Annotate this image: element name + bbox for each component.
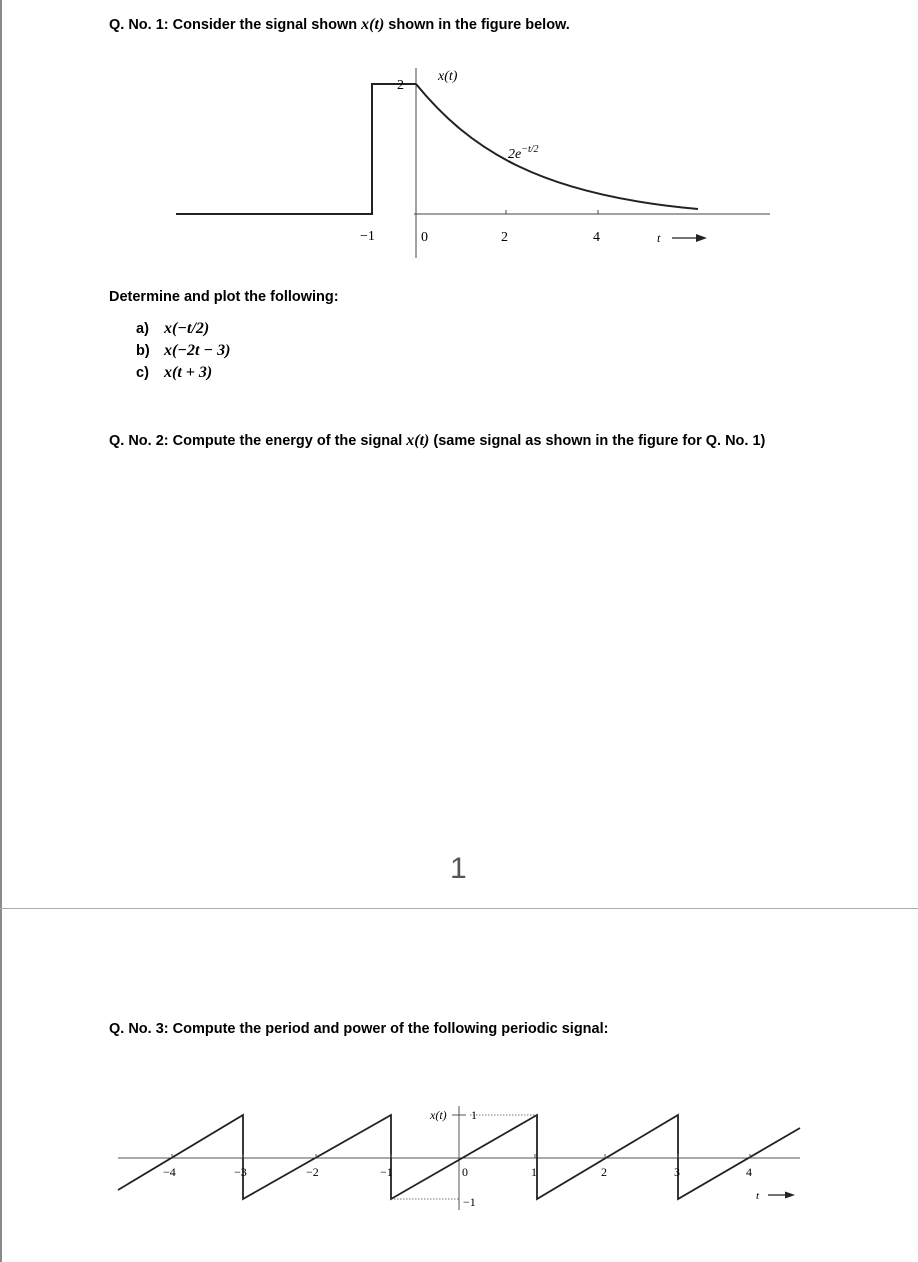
fig3-tick-3: 3: [674, 1165, 680, 1179]
figure-3-sawtooth-plot: [0, 1100, 918, 1230]
fig3-arrow-icon: [785, 1192, 795, 1199]
fig3-level-high: 1: [471, 1108, 477, 1122]
fig1-signal-decay: [416, 84, 698, 209]
fig3-axis-var: t: [756, 1190, 760, 1202]
fig1-axis-var: t: [657, 231, 661, 245]
determine-heading: Determine and plot the following:: [109, 289, 339, 305]
fig3-tick-1: 1: [531, 1165, 537, 1179]
figure-1-signal-plot: [0, 50, 918, 320]
fig1-tick-2: 2: [501, 230, 508, 245]
fig1-decay-exp: −t/2: [521, 144, 539, 155]
fig3-tick-4: 4: [746, 1165, 752, 1179]
fig3-tick-2: 2: [601, 1165, 607, 1179]
determine-list: [136, 320, 231, 386]
fig1-decay-base: 2e: [508, 147, 522, 162]
list-item: c) x(t + 3): [136, 364, 213, 381]
fig1-tick-0: 0: [421, 230, 428, 245]
q1-suffix: shown in the figure below.: [384, 17, 570, 33]
q1-math: x(t): [361, 16, 385, 33]
list-item: b) x(−2t − 3): [136, 342, 231, 359]
fig1-tick-minus1: −1: [360, 229, 375, 244]
fig1-decay-label: [508, 144, 539, 162]
page-number: 1: [450, 852, 467, 885]
fig1-arrow-icon: [696, 234, 707, 242]
fig3-signal-label: x(t): [430, 1108, 447, 1122]
question-3: Q. No. 3: Compute the period and power of the following periodic signal:: [109, 1021, 609, 1037]
fig3-tick-0: 0: [462, 1165, 468, 1179]
q1-prefix: Q. No. 1: Consider the signal shown: [109, 17, 362, 33]
fig3-tick-minus1: −1: [380, 1165, 393, 1179]
fig3-tick-minus4: −4: [163, 1165, 176, 1179]
page-break: [0, 908, 918, 909]
list-item: a) x(−t/2): [136, 320, 210, 337]
fig1-tick-4: 4: [593, 230, 600, 245]
question-2: Q. No. 2: Compute the energy of the signal x(t) (same signal as shown in the figure for Q. No. 1): [109, 432, 766, 449]
fig3-tick-minus2: −2: [306, 1165, 319, 1179]
fig1-signal-pulse: [176, 84, 416, 214]
fig3-tick-minus3: −3: [234, 1165, 247, 1179]
fig3-level-low: −1: [463, 1195, 476, 1209]
fig1-signal-label: x(t): [438, 69, 458, 84]
question-1: [109, 16, 570, 34]
fig1-amplitude-label: 2: [397, 78, 404, 93]
